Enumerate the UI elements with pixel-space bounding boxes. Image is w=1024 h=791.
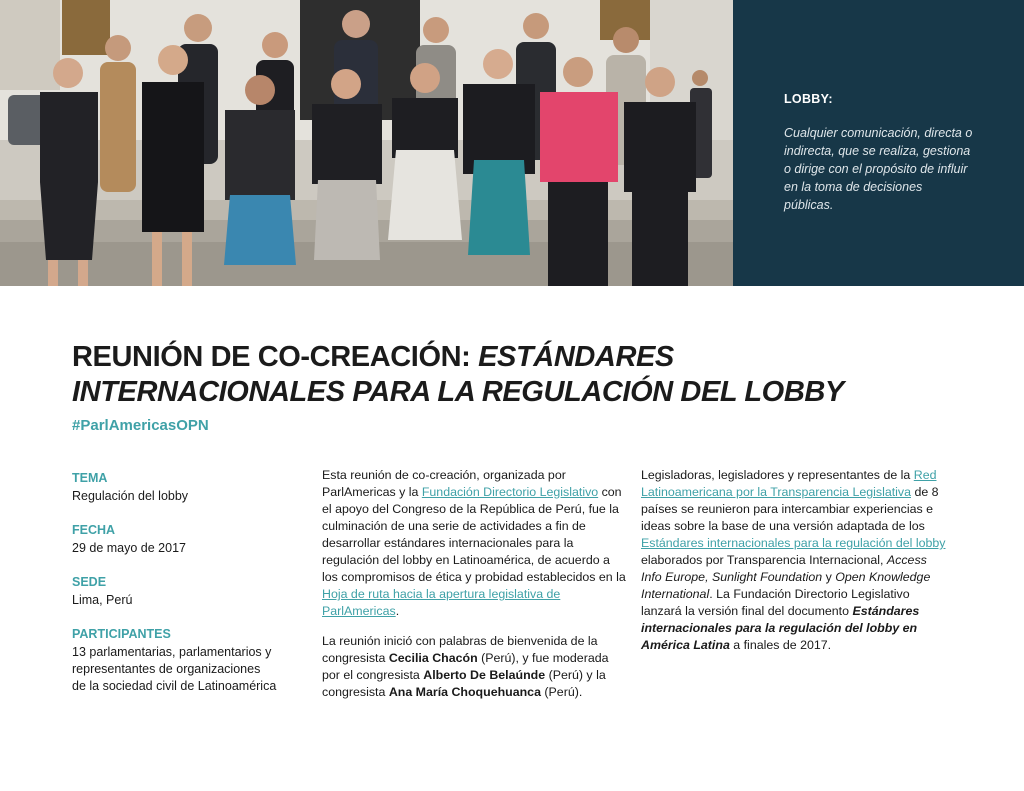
text: La reunión inició con palabras de bienvenida de la congresista — [322, 634, 598, 665]
meta-value: Lima, Perú — [72, 593, 133, 607]
meta-value: Regulación del lobby — [72, 489, 189, 503]
paragraph-opening — [322, 633, 627, 701]
link-hoja-de-ruta[interactable]: Hoja de ruta hacia la apertura legislativa de ParlAmericas — [322, 587, 561, 618]
meta-value: 13 parlamentarias, parlamentarios y representantes de organizaciones de la sociedad civil de Latinoamérica — [72, 645, 277, 693]
name-cecilia-chacon: Cecilia Chacón — [388, 651, 478, 665]
text-italic: Open Knowledge International — [641, 570, 931, 601]
link-estandares-internacionales[interactable]: Estándares internacionales para la regulación del lobby — [641, 536, 946, 550]
name-ana-maria-choquehuanca: Ana María Choquehuanca — [388, 685, 541, 699]
text: elaborados por Transparencia Internacional, — [641, 553, 887, 567]
link-red-latinoamericana[interactable]: Red Latinoamericana por la Transparencia Legislativa — [641, 468, 937, 499]
body-column-1 — [322, 467, 627, 714]
link-fundacion-directorio-legislativo[interactable]: Fundación Directorio Legislativo — [421, 485, 599, 499]
hashtag: #ParlAmericasOPN — [72, 417, 209, 434]
meta-label: SEDE — [72, 575, 107, 589]
lobby-definition-box — [733, 0, 1024, 286]
document-title: Estándares internacionales para la regulación del lobby en América Latina — [641, 604, 920, 652]
text: Legisladoras, legisladores y representantes de la — [641, 468, 914, 482]
text: con el apoyo del Congreso de la República de Perú, fue la culminación de una serie de actividades a fin de desarrollar estándares internacionales para la regulación del lobby en Latinoamérica, de acuerdo a los compromisos de ética y probidad establecidos en la — [322, 485, 626, 584]
text: . La Fundación Directorio Legislativo lanzará la versión final del documento — [641, 587, 910, 618]
meta-label: FECHA — [72, 523, 116, 537]
paragraph-exchange — [641, 467, 946, 654]
text-italic: Access Info Europe, Sunlight Foundation — [641, 553, 927, 584]
meta-sede — [72, 574, 287, 609]
lobby-definition: Cualquier comunicación, directa o indirecta, que se realiza, gestiona o dirige con el propósito de influir en la toma de decisiones públicas. — [784, 126, 973, 212]
text: Esta reunión de co-creación, organizada por ParlAmericas y la — [322, 468, 566, 499]
meta-fecha — [72, 522, 287, 557]
text: (Perú) y la congresista — [322, 668, 606, 699]
title-part-2: ESTÁNDARES INTERNACIONALES PARA LA REGULACIÓN DEL LOBBY — [72, 341, 844, 408]
meta-participantes — [72, 626, 287, 695]
group-photo — [0, 0, 733, 286]
paragraph-intro — [322, 467, 627, 620]
body-column-2 — [641, 467, 946, 667]
meta-value: 29 de mayo de 2017 — [72, 541, 186, 555]
page-title — [72, 340, 892, 410]
event-details — [72, 470, 287, 712]
meta-tema — [72, 470, 287, 505]
meta-label: TEMA — [72, 471, 108, 485]
lobby-title: LOBBY: — [784, 92, 833, 106]
text: a finales de 2017. — [729, 638, 832, 652]
text: . — [395, 604, 400, 618]
text: y — [822, 570, 836, 584]
title-part-1: REUNIÓN DE CO-CREACIÓN: — [72, 341, 479, 373]
text: (Perú), y fue moderada por el congresista — [322, 651, 609, 682]
name-alberto-de-belaunde: Alberto De Belaúnde — [423, 668, 546, 682]
text: de 8 países se reunieron para intercambiar experiencias e ideas sobre la base de una versión adaptada de los — [641, 485, 939, 533]
meta-label: PARTICIPANTES — [72, 627, 171, 641]
text: (Perú). — [540, 685, 583, 699]
